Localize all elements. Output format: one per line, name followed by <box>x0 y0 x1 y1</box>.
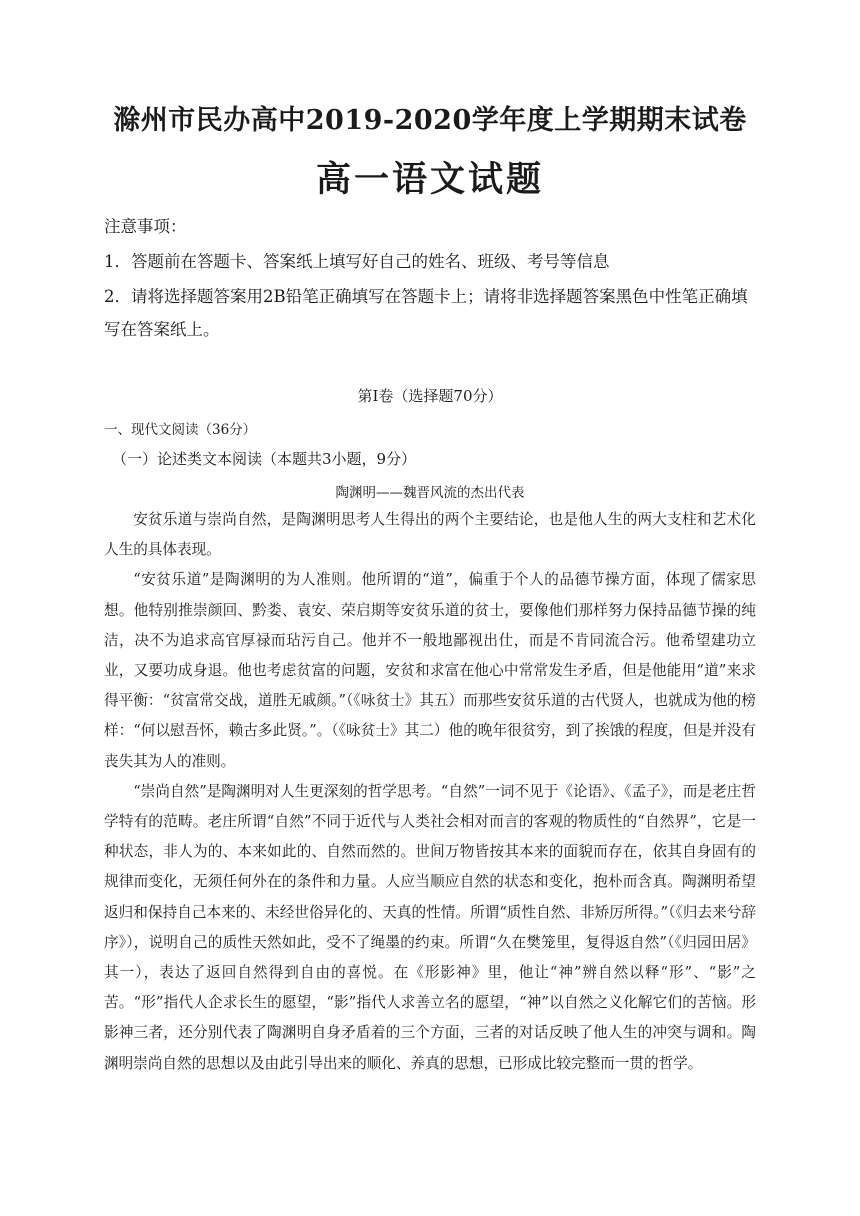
article-title: 陶渊明——魏晋风流的杰出代表 <box>335 485 525 501</box>
exam-title: 滁州市民办高中2019-2020学年度上学期期末试卷 <box>113 105 747 136</box>
article-paragraph: “安贫乐道”是陶渊明的为人准则。他所谓的“道”，偏重于个人的品德节操方面，体现了儒家思想。他特别推崇颜回、黔娄、袁安、荣启期等安贫乐道的贫士，要像他们那样努力保持品德节操的纯洁，决不为追求高官厚禄而玷污自己。他并不一般地鄙视出仕，而是不肯同流合污。他希望建功立业，又要功成身退。他也考虑贫富的问题，安贫和求富在他心中常常发生矛盾，但是他能用“道”来求得平衡：“贫富常交战，道胜无戚颜。”（《咏贫士》其五）而那些安贫乐道的古代贤人，也就成为他的榜样：“何以慰吾怀，赖古多此贤。”。（《咏贫士》其二）他的晚年很贫穷，到了挨饿的程度，但是并没有丧失其为人的准则。 <box>104 571 756 770</box>
exam-subtitle: 高一语文试题 <box>315 159 544 200</box>
article-body <box>104 505 756 1079</box>
section-heading-argumentative: （一）论述类文本阅读（本题共3小题，9分） <box>112 450 417 468</box>
notice-item-1: 1．答题前在答题卡、答案纸上填写好自己的姓名、班级、考号等信息 <box>104 252 610 271</box>
article-paragraph: 安贫乐道与崇尚自然，是陶渊明思考人生得出的两个主要结论，也是他人生的两大支柱和艺术化人生的具体表现。 <box>104 511 756 559</box>
article-paragraph: “崇尚自然”是陶渊明对人生更深刻的哲学思考。“自然”一词不见于《论语》、《孟子》，而是老庄哲学特有的范畴。老庄所谓“自然”不同于近代与人类社会相对而言的客观的物质性的“自然界”，它是一种状态，非人为的、本来如此的、自然而然的。世间万物皆按其本来的面貌而存在，依其自身固有的规律而变化，无须任何外在的条件和力量。人应当顺应自然的状态和变化，抱朴而含真。陶渊明希望返归和保持自己本来的、未经世俗异化的、天真的性情。所谓“质性自然、非矫厉所得。”（《归去来兮辞序》），说明自己的质性天然如此，受不了绳墨的约束。所谓“久在樊笼里，复得返自然”（《归园田居》其一），表达了返回自然得到自由的喜悦。在《形影神》里，他让“神”辨自然以释“形”、“影”之苦。“形”指代人企求长生的愿望，“影”指代人求善立名的愿望，“神”以自然之义化解它们的苦恼。形影神三者，还分别代表了陶渊明自身矛盾着的三个方面，三者的对话反映了他人生的冲突与调和。陶渊明崇尚自然的思想以及由此引导出来的顺化、养真的思想，已形成比较完整而一贯的哲学。 <box>104 782 756 1072</box>
section-heading-modern-reading: 一、现代文阅读（36分） <box>104 422 257 438</box>
notice-item-2: 2．请将选择题答案用2B铅笔正确填写在答题卡上；请将非选择题答案黑色中性笔正确填写在答案纸上。 <box>104 287 748 339</box>
part-heading: 第I卷（选择题70分） <box>357 387 503 405</box>
notice-heading: 注意事项： <box>104 217 187 236</box>
